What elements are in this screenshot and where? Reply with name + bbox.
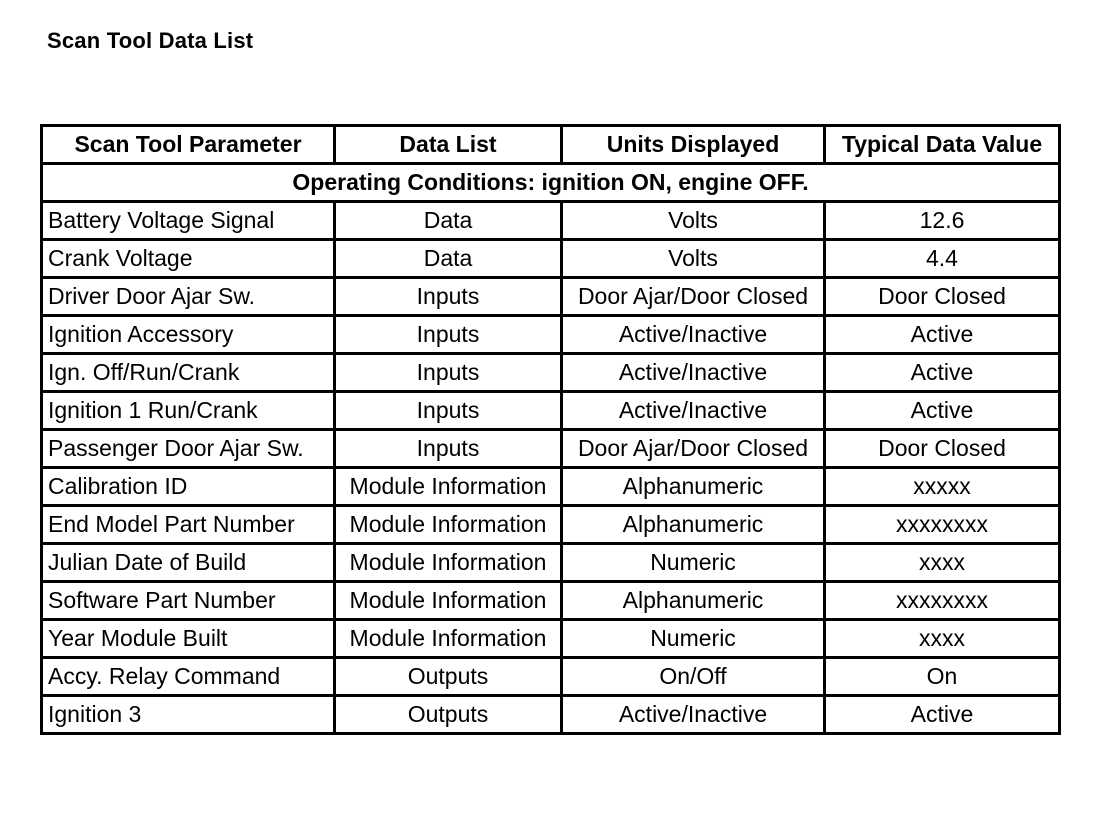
cell-typical-value: Active — [825, 316, 1060, 354]
cell-typical-value: Door Closed — [825, 278, 1060, 316]
cell-data-list: Module Information — [335, 506, 562, 544]
cell-typical-value: xxxxxxxx — [825, 506, 1060, 544]
table-row — [42, 506, 1060, 544]
cell-data-list: Inputs — [335, 278, 562, 316]
table-row — [42, 696, 1060, 734]
cell-data-list: Inputs — [335, 392, 562, 430]
table-row — [42, 240, 1060, 278]
cell-units: Alphanumeric — [562, 582, 825, 620]
cell-parameter: Battery Voltage Signal — [42, 202, 335, 240]
header-units-displayed: Units Displayed — [562, 126, 825, 164]
cell-parameter: Ignition Accessory — [42, 316, 335, 354]
cell-data-list: Inputs — [335, 430, 562, 468]
scan-tool-data-table — [40, 124, 1061, 735]
header-data-list: Data List — [335, 126, 562, 164]
cell-parameter: Calibration ID — [42, 468, 335, 506]
table-row — [42, 468, 1060, 506]
table-row — [42, 354, 1060, 392]
operating-conditions-row — [42, 164, 1060, 202]
cell-units: Active/Inactive — [562, 392, 825, 430]
cell-units: Active/Inactive — [562, 316, 825, 354]
cell-parameter: Julian Date of Build — [42, 544, 335, 582]
cell-data-list: Inputs — [335, 354, 562, 392]
cell-typical-value: xxxx — [825, 620, 1060, 658]
cell-data-list: Outputs — [335, 696, 562, 734]
cell-units: Volts — [562, 240, 825, 278]
cell-data-list: Data — [335, 240, 562, 278]
page-title: Scan Tool Data List — [47, 28, 254, 53]
cell-typical-value: 12.6 — [825, 202, 1060, 240]
cell-units: Numeric — [562, 544, 825, 582]
cell-data-list: Module Information — [335, 468, 562, 506]
cell-typical-value: Active — [825, 696, 1060, 734]
cell-parameter: Crank Voltage — [42, 240, 335, 278]
cell-units: Active/Inactive — [562, 696, 825, 734]
cell-data-list: Module Information — [335, 544, 562, 582]
cell-units: Active/Inactive — [562, 354, 825, 392]
cell-parameter: End Model Part Number — [42, 506, 335, 544]
table-row — [42, 658, 1060, 696]
cell-typical-value: Active — [825, 354, 1060, 392]
cell-typical-value: xxxxx — [825, 468, 1060, 506]
cell-units: Door Ajar/Door Closed — [562, 430, 825, 468]
table-row — [42, 202, 1060, 240]
cell-parameter: Driver Door Ajar Sw. — [42, 278, 335, 316]
cell-typical-value: On — [825, 658, 1060, 696]
cell-parameter: Ignition 3 — [42, 696, 335, 734]
cell-parameter: Ign. Off/Run/Crank — [42, 354, 335, 392]
cell-data-list: Outputs — [335, 658, 562, 696]
table-row — [42, 278, 1060, 316]
cell-typical-value: Active — [825, 392, 1060, 430]
cell-typical-value: xxxx — [825, 544, 1060, 582]
cell-units: Numeric — [562, 620, 825, 658]
cell-units: Alphanumeric — [562, 506, 825, 544]
cell-data-list: Module Information — [335, 582, 562, 620]
table-row — [42, 392, 1060, 430]
cell-typical-value: xxxxxxxx — [825, 582, 1060, 620]
table-row — [42, 544, 1060, 582]
cell-parameter: Accy. Relay Command — [42, 658, 335, 696]
cell-data-list: Inputs — [335, 316, 562, 354]
table-row — [42, 430, 1060, 468]
cell-units: Alphanumeric — [562, 468, 825, 506]
cell-data-list: Module Information — [335, 620, 562, 658]
table-row — [42, 316, 1060, 354]
cell-typical-value: 4.4 — [825, 240, 1060, 278]
table-row — [42, 620, 1060, 658]
cell-parameter: Software Part Number — [42, 582, 335, 620]
cell-data-list: Data — [335, 202, 562, 240]
cell-units: On/Off — [562, 658, 825, 696]
table-header-row — [42, 126, 1060, 164]
cell-units: Door Ajar/Door Closed — [562, 278, 825, 316]
table-row — [42, 582, 1060, 620]
cell-typical-value: Door Closed — [825, 430, 1060, 468]
operating-conditions: Operating Conditions: ignition ON, engine OFF. — [42, 164, 1060, 202]
cell-parameter: Ignition 1 Run/Crank — [42, 392, 335, 430]
cell-parameter: Year Module Built — [42, 620, 335, 658]
header-scan-tool-parameter: Scan Tool Parameter — [42, 126, 335, 164]
cell-units: Volts — [562, 202, 825, 240]
header-typical-data-value: Typical Data Value — [825, 126, 1060, 164]
cell-parameter: Passenger Door Ajar Sw. — [42, 430, 335, 468]
